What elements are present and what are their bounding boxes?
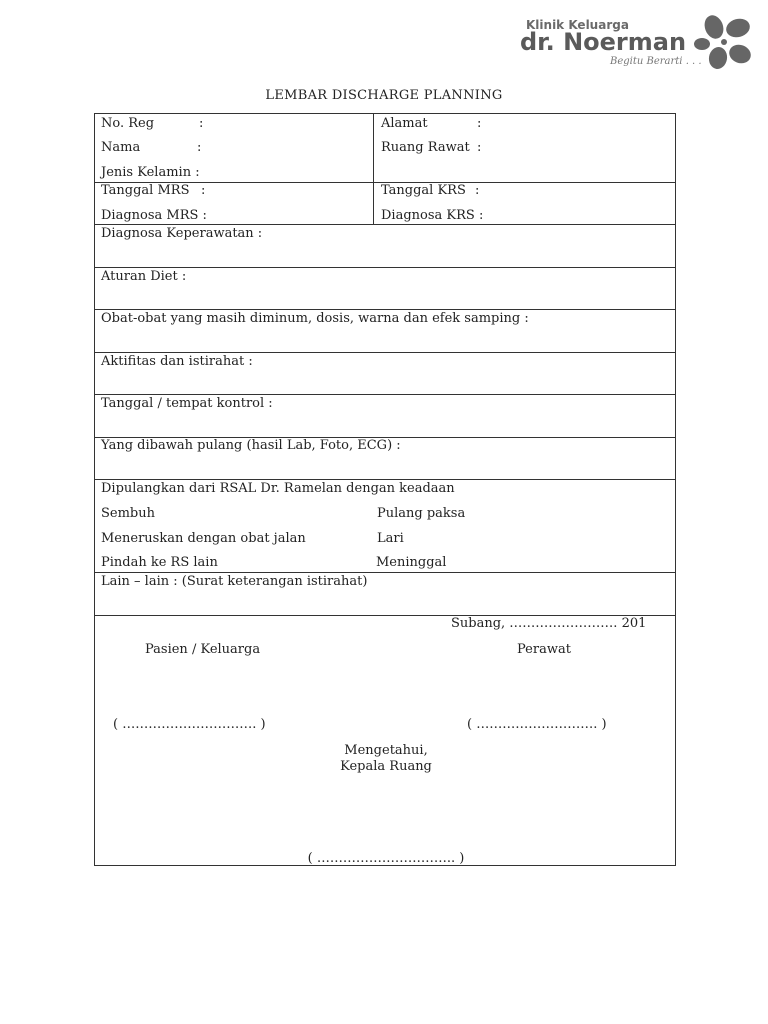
label-dibawa-pulang: Yang dibawah pulang (hasil Lab, Foto, ECG) : [101,438,401,453]
colon: : [475,183,480,198]
discharge-heading: Dipulangkan dari RSAL Dr. Ramelan dengan keadaan [101,481,455,496]
option-lari: Lari [377,531,404,546]
divider [95,394,675,395]
pasien-signature-line: ( …………………………. ) [113,717,266,732]
divider [95,352,675,353]
form-title: LEMBAR DISCHARGE PLANNING [265,88,503,103]
colon: : [197,140,202,155]
colon: : [477,140,482,155]
label-obat: Obat-obat yang masih diminum, dosis, warna dan efek samping : [101,311,529,326]
column-divider [373,114,374,224]
logo-name: dr. Noerman [520,28,687,56]
divider [95,309,675,310]
option-pindah: Pindah ke RS lain [101,555,218,570]
mengetahui-label: Mengetahui, [344,743,428,758]
pasien-label: Pasien / Keluarga [145,642,261,657]
label-diagnosa-krs: Diagnosa KRS : [381,208,484,223]
logo-tagline: Begitu Berarti . . . [610,56,702,67]
label-lain-lain: Lain – lain : (Surat keterangan istirahat) [101,574,368,589]
discharge-form [94,113,676,866]
label-diagnosa-keperawatan: Diagnosa Keperawatan : [101,226,263,241]
label-jenis-kelamin: Jenis Kelamin : [101,165,200,180]
logo-top-text: Klinik Keluarga [526,18,629,32]
option-meneruskan: Meneruskan dengan obat jalan [101,531,306,546]
label-alamat: Alamat [381,116,428,131]
label-tanggal-krs: Tanggal KRS [381,183,466,198]
divider [95,572,675,573]
label-tanggal-mrs: Tanggal MRS [101,183,190,198]
option-meninggal: Meninggal [376,555,447,570]
colon: : [199,116,204,131]
perawat-signature-line: ( ………………………. ) [467,717,607,732]
label-aktifitas: Aktifitas dan istirahat : [101,354,253,369]
option-pulang-paksa: Pulang paksa [377,506,466,521]
kepala-signature-line: ( ………………………….. ) [307,851,465,866]
kepala-ruang-label: Kepala Ruang [340,759,432,774]
label-diagnosa-mrs: Diagnosa MRS : [101,208,207,223]
divider [95,267,675,268]
label-kontrol: Tanggal / tempat kontrol : [101,396,273,411]
label-nama: Nama [101,140,141,155]
flower-logo-icon [694,14,756,72]
colon: : [201,183,206,198]
label-no-reg: No. Reg [101,116,155,131]
option-sembuh: Sembuh [101,506,155,521]
colon: : [477,116,482,131]
label-ruang-rawat: Ruang Rawat [381,140,470,155]
label-aturan-diet: Aturan Diet : [101,269,187,284]
clinic-logo [518,14,758,74]
divider [95,479,675,480]
perawat-label: Perawat [517,642,571,657]
divider [95,224,675,225]
place-date: Subang, ……………………. 201 [451,616,647,631]
